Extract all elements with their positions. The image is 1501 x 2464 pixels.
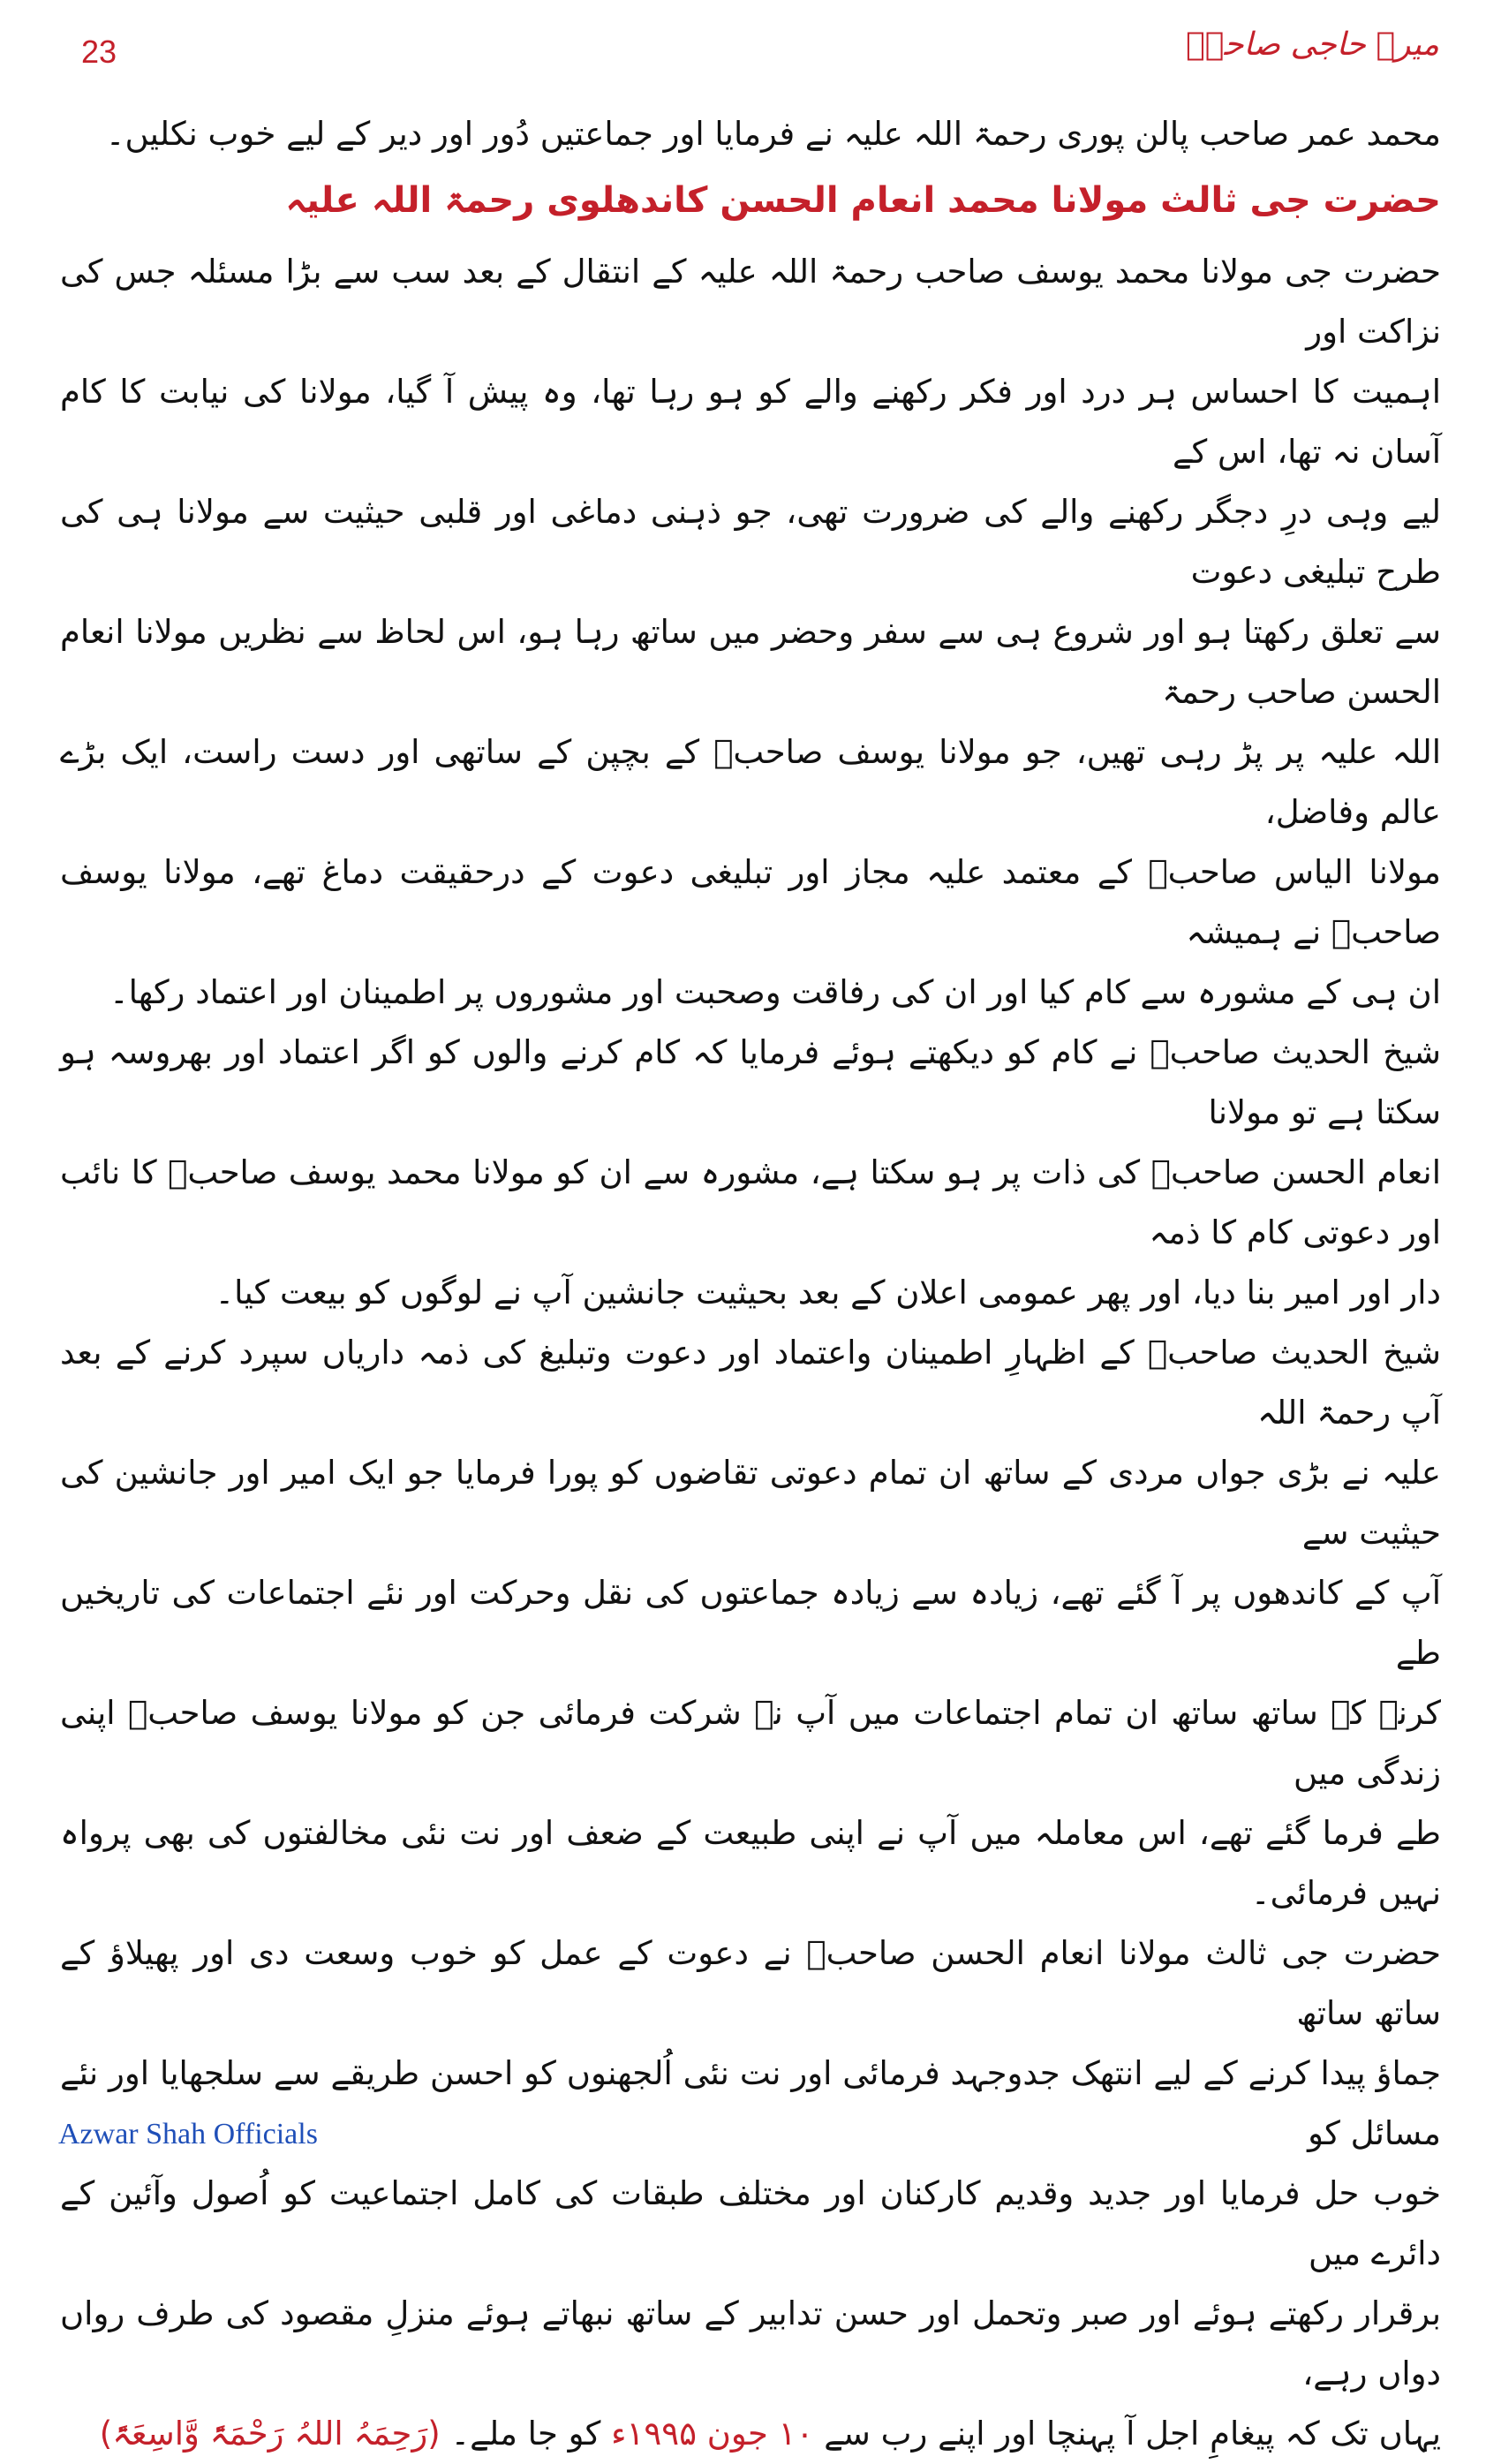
paragraph-line: انعام الحسن صاحبؒ کی ذات پر ہو سکتا ہے، مشورہ سے ان کو مولانا محمد یوسف صاحبؒ کا نائب اور دعوتی کام کا ذمہ [60, 1153, 1441, 1251]
running-header-title: میرے حاجی صاحبؒ [1186, 26, 1439, 63]
paragraph-line: شیخ الحدیث صاحبؒ نے کام کو دیکھتے ہوئے فرمایا کہ کام کرنے والوں کو اگر اعتماد اور بھروسہ ہو سکتا ہے تو مولانا [60, 1033, 1441, 1131]
paragraph-line: حضرت جی ثالث مولانا انعام الحسن صاحبؒ نے دعوت کے عمل کو خوب وسعت دی اور پھیلاؤ کے ساتھ ساتھ [60, 1934, 1441, 2032]
final-line [60, 2404, 1441, 2464]
paragraph-line: اہمیت کا احساس ہر درد اور فکر رکھنے والے کو ہو رہا تھا، وہ پیش آ گیا، مولانا کی نیابت کا کام آسان نہ تھا، اس کے [60, 373, 1441, 471]
paragraph-line: شیخ الحدیث صاحبؒ کے اظہارِ اطمینان واعتماد اور دعوت وتبلیغ کی ذمہ داریاں سپرد کرنے کے بعد آپ رحمۃ اللہ [60, 1334, 1441, 1432]
paragraph-2 [60, 1023, 1441, 1323]
paragraph-line: دار اور امیر بنا دیا، اور پھر عمومی اعلان کے بعد بحیثیت جانشین آپ نے لوگوں کو بیعت کیا۔ [215, 1274, 1441, 1311]
paragraph-4 [60, 1924, 1441, 2464]
paragraph-line: علیہ نے بڑی جواں مردی کے ساتھ ان تمام دعوتی تقاضوں کو پورا فرمایا جو ایک امیر اور جانشین کی حیثیت سے [60, 1454, 1441, 1552]
paragraph-line: لیے وہی درِ دجگر رکھنے والے کی ضرورت تھی، جو ذہنی دماغی اور قلبی حیثیت سے مولانا ہی کی طرح تبلیغی دعوت [60, 493, 1441, 591]
paragraph-line: آپ کے کاندھوں پر آ گئے تھے، زیادہ سے زیادہ جماعتوں کی نقل وحرکت اور نئے اجتماعات کی تاریخیں طے [60, 1574, 1441, 1672]
page-number: 23 [81, 34, 117, 70]
paragraph-3 [60, 1323, 1441, 1924]
paragraph-line: حضرت جی مولانا محمد یوسف صاحب رحمۃ اللہ علیہ کے انتقال کے بعد سب سے بڑا مسئلہ جس کی نزاکت اور [60, 253, 1441, 351]
paragraph-line: سے تعلق رکھتا ہو اور شروع ہی سے سفر وحضر میں ساتھ رہا ہو، اس لحاظ سے نظریں مولانا انعام الحسن صاحب رحمۃ [60, 613, 1441, 711]
death-date: ۱۰ جون ۱۹۹۵ء [611, 2415, 814, 2453]
paragraph-1 [60, 242, 1441, 1023]
paragraph-line: اللہ علیہ پر پڑ رہی تھیں، جو مولانا یوسف صاحبؒ کے بچپن کے ساتھی اور دست راست، ایک بڑے عالم وفاضل، [60, 733, 1441, 831]
paragraph-line: طے فرما گئے تھے، اس معاملہ میں آپ نے اپنی طبیعت کے ضعف اور نت نئی مخالفتوں کی بھی پرواہ نہیں فرمائی۔ [60, 1814, 1441, 1912]
paragraph-line: مولانا الیاس صاحبؒ کے معتمد علیہ مجاز اور تبلیغی دعوت کے درحقیقت دماغ تھے، مولانا یوسف صاحبؒ نے ہمیشہ [60, 853, 1441, 951]
paragraph-line: جماؤ پیدا کرنے کے لیے انتھک جدوجہد فرمائی اور نت نئی اُلجھنوں کو احسن طریقے سے سلجھایا اور نئے مسائل کو [60, 2054, 1441, 2152]
paragraph-line: کرنے کے ساتھ ساتھ ان تمام اجتماعات میں آپ نے شرکت فرمائی جن کو مولانا یوسف صاحبؒ اپنی زندگی میں [60, 1694, 1441, 1792]
paragraph-line: برقرار رکھتے ہوئے اور صبر وتحمل اور حسن تدابیر کے ساتھ نبھاتے ہوئے منزلِ مقصود کی طرف رواں دواں رہے، [60, 2294, 1441, 2392]
final-line-text: یہاں تک کہ پیغامِ اجل آ پہنچا اور اپنے رب سے [824, 2415, 1441, 2453]
intro-line: محمد عمر صاحب پالن پوری رحمۃ اللہ علیہ نے فرمایا اور جماعتیں دُور اور دیر کے لیے خوب نکلیں۔ [105, 115, 1441, 153]
prayer-phrase: (رَحِمَہُ اللہُ رَحْمَۃً وَّاسِعَۃً) [99, 2415, 441, 2453]
paragraph-line: خوب حل فرمایا اور جدید وقدیم کارکنان اور مختلف طبقات کی کامل اجتماعیت کو اُصول وآئین کے دائرے میں [60, 2174, 1441, 2272]
watermark-text: Azwar Shah Officials [58, 2118, 318, 2150]
final-line-text-end: کو جا ملے۔ [450, 2415, 601, 2453]
paragraph-line: ان ہی کے مشورہ سے کام کیا اور ان کی رفاقت وصحبت اور مشوروں پر اطمینان اور اعتماد رکھا۔ [109, 973, 1441, 1011]
section-heading: حضرت جی ثالث مولانا محمد انعام الحسن کاندھلوی رحمۃ اللہ علیہ [285, 180, 1441, 221]
page-content [60, 104, 1441, 2464]
